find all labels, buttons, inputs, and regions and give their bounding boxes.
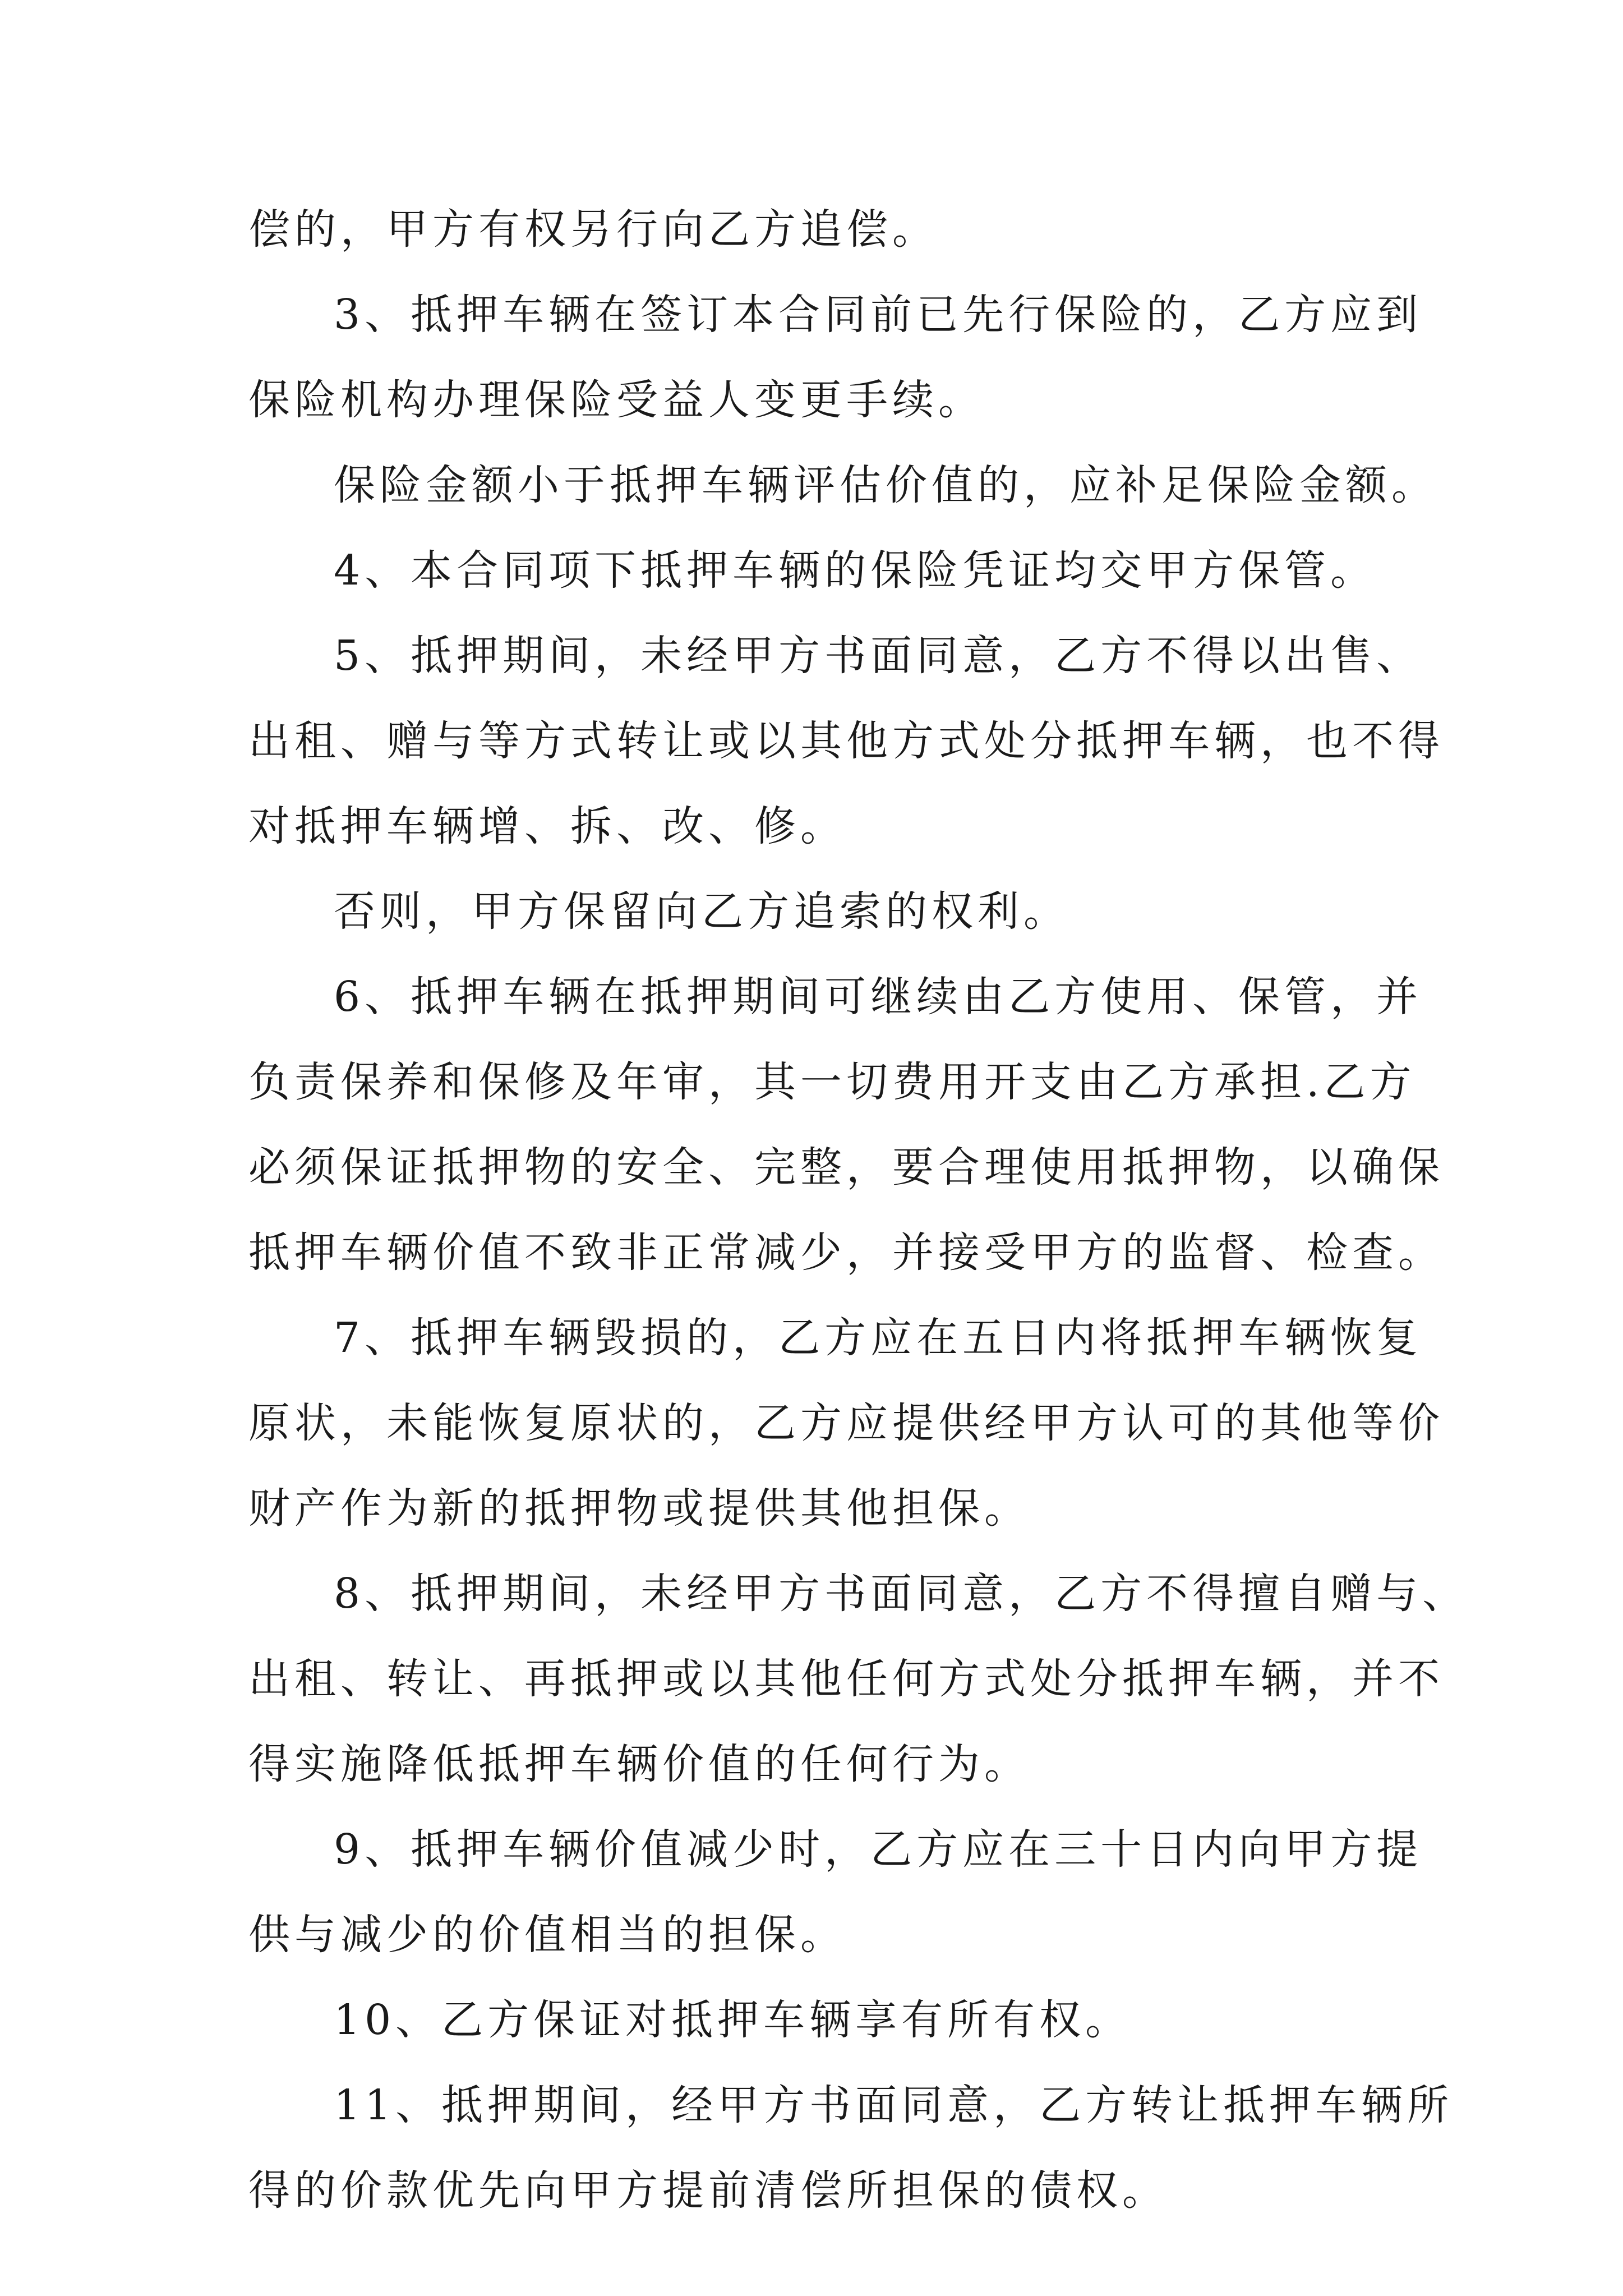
text-line: 出租、转让、再抵押或以其他任何方式处分抵押车辆，并不: [248, 1655, 1444, 1703]
text-line: 10、乙方保证对抵押车辆享有所有权。: [334, 1996, 1132, 2044]
contract-body-text: [248, 205, 1469, 2252]
text-line: 必须保证抵押物的安全、完整，要合理使用抵押物，以确保: [248, 1143, 1444, 1191]
text-line: 偿的，甲方有权另行向乙方追偿。: [248, 205, 938, 254]
text-line: 得实施降低抵押车辆价值的任何行为。: [248, 1740, 1030, 1788]
text-line: 抵押车辆价值不致非正常减少，并接受甲方的监督、检查。: [248, 1228, 1444, 1277]
text-line: 4、本合同项下抵押车辆的保险凭证均交甲方保管。: [334, 546, 1377, 595]
text-line: 6、抵押车辆在抵押期间可继续由乙方使用、保管，并: [334, 973, 1423, 1021]
text-line: 对抵押车辆增、拆、改、修。: [248, 802, 846, 850]
text-line: 8、抵押期间，未经甲方书面同意，乙方不得擅自赠与、: [334, 1570, 1469, 1618]
text-line: 7、抵押车辆毁损的，乙方应在五日内将抵押车辆恢复: [334, 1314, 1423, 1362]
text-line: 否则，甲方保留向乙方追索的权利。: [334, 887, 1069, 936]
text-line: 出租、赠与等方式转让或以其他方式处分抵押车辆，也不得: [248, 717, 1444, 765]
text-line: 保险机构办理保险受益人变更手续。: [248, 376, 984, 424]
text-line: 保险金额小于抵押车辆评估价值的，应补足保险金额。: [334, 461, 1437, 509]
text-line: 11、抵押期间，经甲方书面同意，乙方转让抵押车辆所: [334, 2081, 1454, 2129]
text-line: 负责保养和保修及年审，其一切费用开支由乙方承担.乙方: [248, 1058, 1416, 1106]
text-line: 原状，未能恢复原状的，乙方应提供经甲方认可的其他等价: [248, 1399, 1444, 1447]
text-line: 财产作为新的抵押物或提供其他担保。: [248, 1484, 1030, 1533]
text-line: 3、抵押车辆在签订本合同前已先行保险的，乙方应到: [334, 291, 1423, 339]
text-line: 得的价款优先向甲方提前清偿所担保的债权。: [248, 2166, 1168, 2215]
text-line: 5、抵押期间，未经甲方书面同意，乙方不得以出售、: [334, 632, 1423, 680]
text-line: 供与减少的价值相当的担保。: [248, 1911, 846, 1959]
text-line: 9、抵押车辆价值减少时，乙方应在三十日内向甲方提: [334, 1825, 1423, 1874]
